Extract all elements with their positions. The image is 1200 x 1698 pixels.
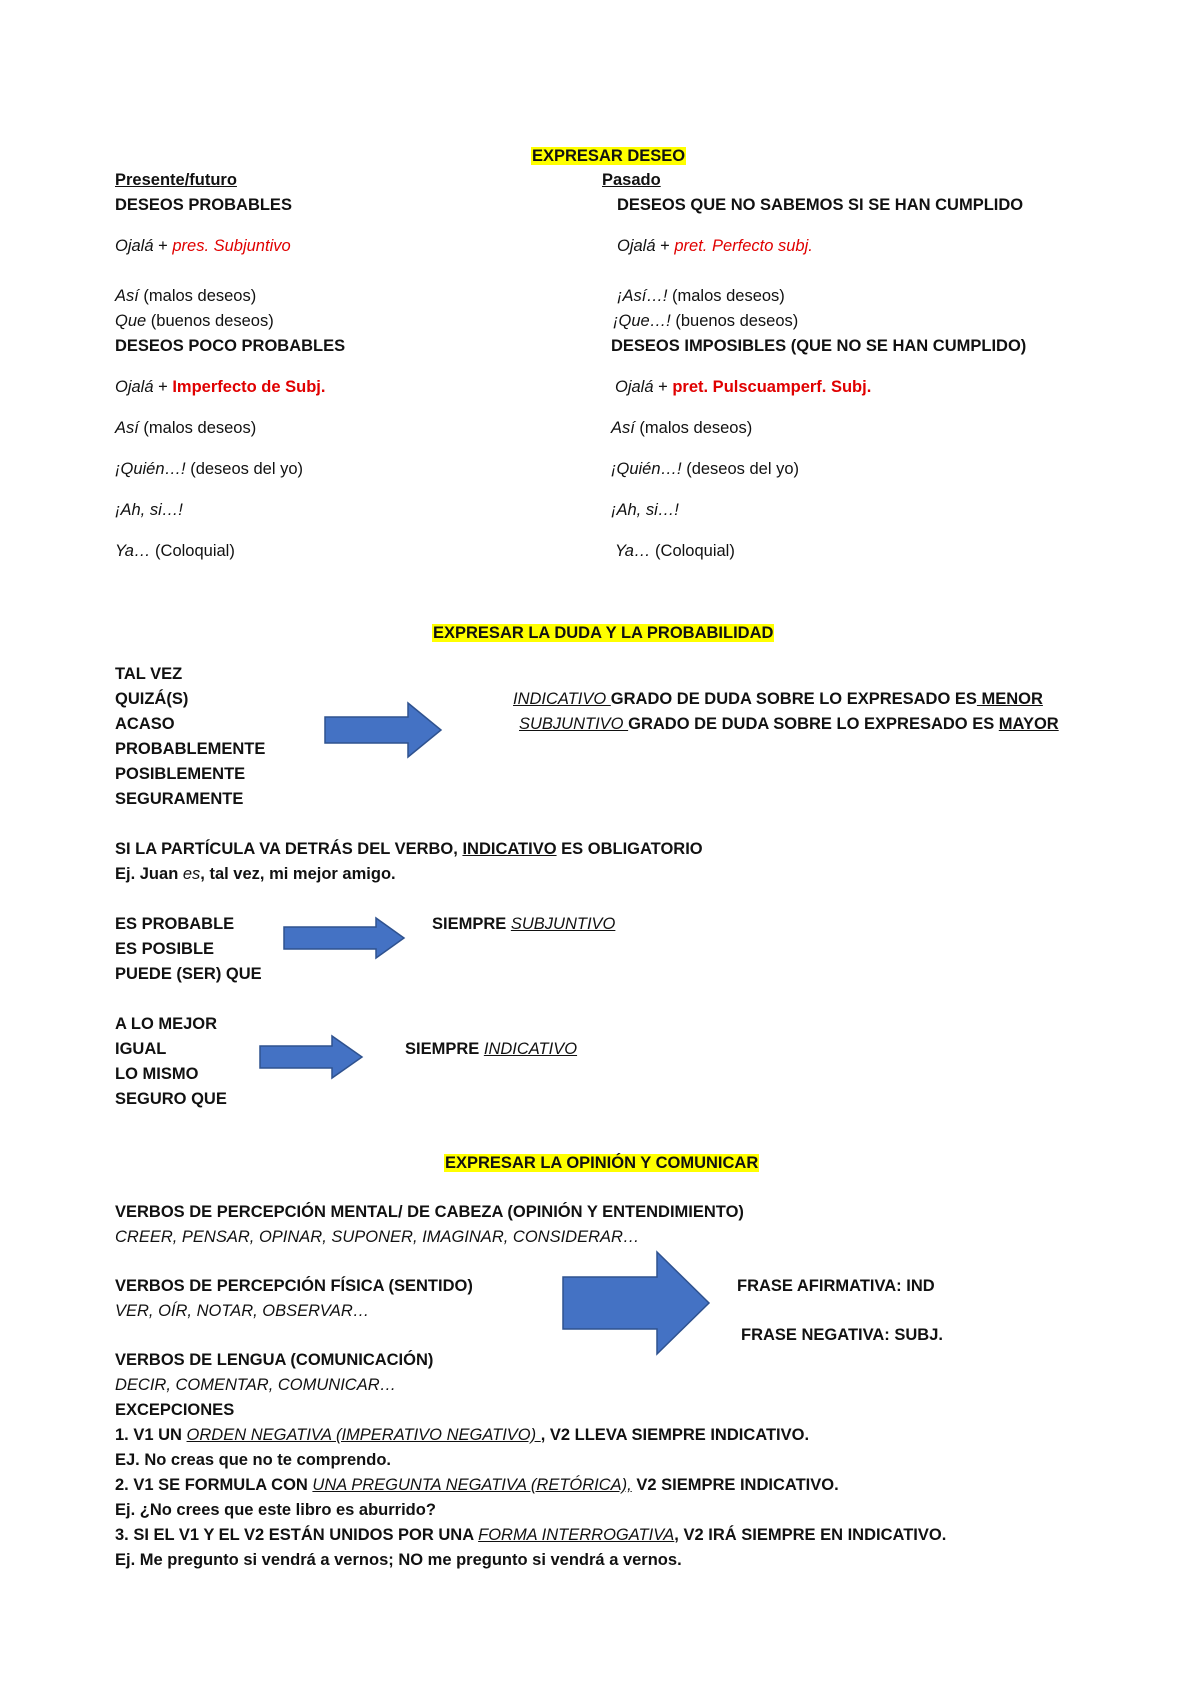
- particle-item: TAL VEZ: [115, 665, 183, 683]
- fisica-verbs-title: VERBOS DE PERCEPCIÓN FÍSICA (SENTIDO): [115, 1277, 473, 1295]
- particle-item: PROBABLEMENTE: [115, 740, 266, 758]
- section-title-opinion: EXPRESAR LA OPINIÓN Y COMUNICAR: [445, 1154, 759, 1172]
- lengua-verbs-title: VERBOS DE LENGUA (COMUNICACIÓN): [115, 1351, 434, 1369]
- header-presente-futuro: Presente/futuro: [115, 171, 237, 189]
- arrow-right-icon: [323, 701, 443, 759]
- deseos-no-sabemos-title: DESEOS QUE NO SABEMOS SI SE HAN CUMPLIDO: [617, 196, 1024, 214]
- probables-ojala-line: Ojalá + pres. Subjuntivo: [115, 237, 291, 255]
- group3-item: A LO MEJOR: [115, 1015, 218, 1033]
- group2-item: PUEDE (SER) QUE: [115, 965, 262, 983]
- arrow-right-icon: [258, 1034, 364, 1080]
- deseos-probables-title: DESEOS PROBABLES: [115, 196, 292, 214]
- imposibles-ah-line: ¡Ah, si…!: [611, 501, 679, 519]
- frase-afirmativa: FRASE AFIRMATIVA: IND: [737, 1277, 935, 1295]
- fisica-verbs-list: VER, OÍR, NOTAR, OBSERVAR…: [115, 1302, 370, 1320]
- siempre-subjuntivo: SIEMPRE SUBJUNTIVO: [432, 915, 616, 933]
- excepcion-3-example: Ej. Me pregunto si vendrá a vernos; NO me pregunto si vendrá a vernos.: [115, 1551, 682, 1569]
- particle-item: POSIBLEMENTE: [115, 765, 246, 783]
- imposibles-quien-line: ¡Quién…! (deseos del yo): [611, 460, 800, 478]
- nosabemos-asi-line: ¡Así…! (malos deseos): [617, 287, 785, 305]
- excepcion-2: 2. V1 SE FORMULA CON UNA PREGUNTA NEGATIVA (RETÓRICA), V2 SIEMPRE INDICATIVO.: [115, 1476, 839, 1494]
- probables-asi-line: Así (malos deseos): [115, 287, 257, 305]
- poco-asi-line: Así (malos deseos): [115, 419, 257, 437]
- group2-item: ES PROBABLE: [115, 915, 235, 933]
- group2-item: ES POSIBLE: [115, 940, 215, 958]
- frase-negativa: FRASE NEGATIVA: SUBJ.: [741, 1326, 943, 1344]
- rule-particle-after-verb: SI LA PARTÍCULA VA DETRÁS DEL VERBO, INDICATIVO ES OBLIGATORIO: [115, 840, 703, 858]
- mental-verbs-list: CREER, PENSAR, OPINAR, SUPONER, IMAGINAR, CONSIDERAR…: [115, 1228, 640, 1246]
- particle-item: QUIZÁ(S): [115, 690, 189, 708]
- subjuntivo-line: SUBJUNTIVO GRADO DE DUDA SOBRE LO EXPRESADO ES MAYOR: [519, 715, 1059, 733]
- imposibles-asi-line: Así (malos deseos): [611, 419, 753, 437]
- excepcion-3: 3. SI EL V1 Y EL V2 ESTÁN UNIDOS POR UNA FORMA INTERROGATIVA, V2 IRÁ SIEMPRE EN INDICATIVO.: [115, 1526, 947, 1544]
- probables-que-line: Que (buenos deseos): [115, 312, 274, 330]
- imposibles-ojala-line: Ojalá + pret. Pulscuamperf. Subj.: [615, 378, 872, 396]
- poco-quien-line: ¡Quién…! (deseos del yo): [115, 460, 304, 478]
- section-title-deseo: EXPRESAR DESEO: [532, 147, 686, 165]
- excepcion-1: 1. V1 UN ORDEN NEGATIVA (IMPERATIVO NEGATIVO) , V2 LLEVA SIEMPRE INDICATIVO.: [115, 1426, 810, 1444]
- nosabemos-ojala-line: Ojalá + pret. Perfecto subj.: [617, 237, 813, 255]
- deseos-poco-probables-title: DESEOS POCO PROBABLES: [115, 337, 346, 355]
- arrow-right-icon: [561, 1250, 711, 1356]
- poco-ah-line: ¡Ah, si…!: [115, 501, 183, 519]
- group3-item: LO MISMO: [115, 1065, 199, 1083]
- poco-ojala-line: Ojalá + Imperfecto de Subj.: [115, 378, 326, 396]
- imposibles-ya-line: Ya… (Coloquial): [615, 542, 735, 560]
- excepcion-2-example: Ej. ¿No crees que este libro es aburrido?: [115, 1501, 436, 1519]
- excepciones-heading: EXCEPCIONES: [115, 1401, 235, 1419]
- particle-item: ACASO: [115, 715, 175, 733]
- deseos-imposibles-title: DESEOS IMPOSIBLES (QUE NO SE HAN CUMPLIDO): [611, 337, 1027, 355]
- group3-item: IGUAL: [115, 1040, 167, 1058]
- siempre-indicativo: SIEMPRE INDICATIVO: [405, 1040, 578, 1058]
- excepcion-1-example: EJ. No creas que no te comprendo.: [115, 1451, 391, 1469]
- poco-ya-line: Ya… (Coloquial): [115, 542, 235, 560]
- particle-item: SEGURAMENTE: [115, 790, 244, 808]
- example-juan: Ej. Juan es, tal vez, mi mejor amigo.: [115, 865, 396, 883]
- section-title-duda: EXPRESAR LA DUDA Y LA PROBABILIDAD: [433, 624, 774, 642]
- lengua-verbs-list: DECIR, COMENTAR, COMUNICAR…: [115, 1376, 397, 1394]
- indicativo-line: INDICATIVO GRADO DE DUDA SOBRE LO EXPRESADO ES MENOR: [513, 690, 1043, 708]
- arrow-right-icon: [282, 916, 406, 960]
- group3-item: SEGURO QUE: [115, 1090, 227, 1108]
- nosabemos-que-line: ¡Que…! (buenos deseos): [613, 312, 799, 330]
- mental-verbs-title: VERBOS DE PERCEPCIÓN MENTAL/ DE CABEZA (OPINIÓN Y ENTENDIMIENTO): [115, 1203, 744, 1221]
- header-pasado: Pasado: [602, 171, 661, 189]
